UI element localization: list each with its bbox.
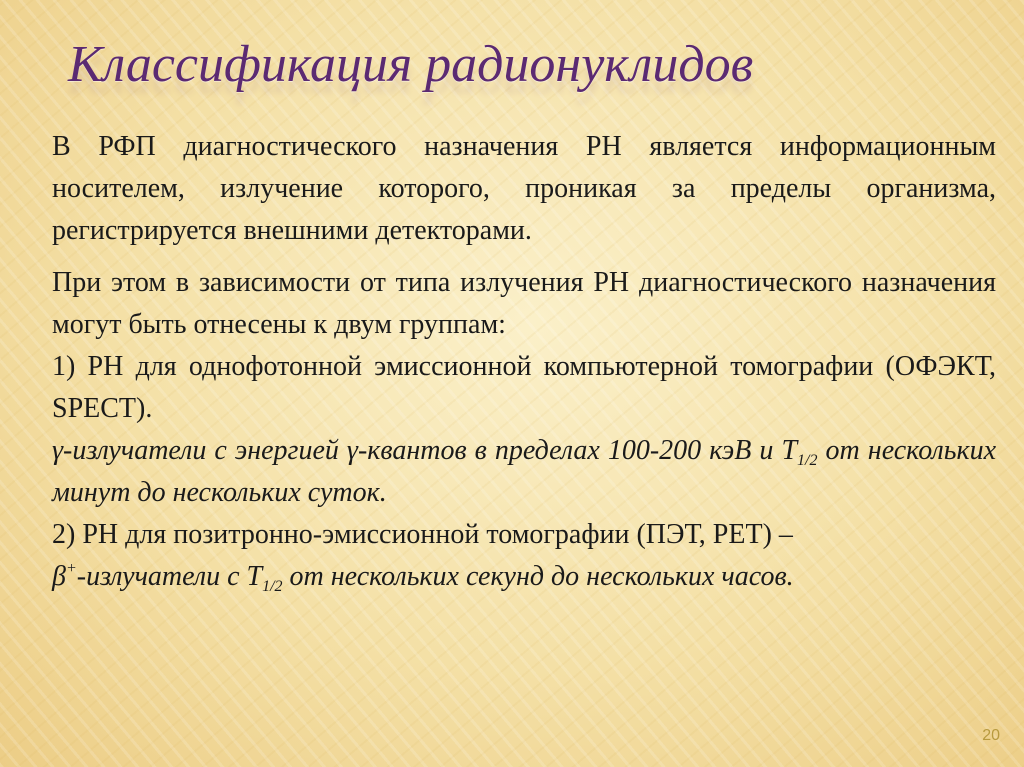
groups-paragraph	[52, 262, 996, 598]
half-life-subscript: 1/2	[797, 452, 818, 469]
beta-plus-superscript: +	[65, 560, 77, 577]
group-2-desc-tail: от нескольких секунд до нескольких часов.	[282, 561, 794, 592]
group-2-heading: 2) РН для позитронно-эмиссионной томографии (ПЭТ, PET) –	[52, 519, 793, 550]
group-2-description	[52, 556, 996, 598]
group-1-description	[52, 430, 996, 514]
group-1-heading: 1) РН для однофотонной эмиссионной компьютерной томографии (ОФЭКТ, SPECT).	[52, 351, 996, 424]
group-2-desc-text: -излучатели с Т	[76, 561, 263, 592]
beta-symbol: β	[52, 561, 66, 592]
group-1-desc-text: γ-излучатели с энергией γ-квантов в пределах 100-200 кэВ и Т	[52, 435, 798, 466]
intro-paragraph: В РФП диагностического назначения РН является информационным носителем, излучение которого, проникая за пределы организма, регистрируется внешними детекторами.	[52, 131, 996, 246]
groups-intro: При этом в зависимости от типа излучения РН диагностического назначения могут быть отнесены к двум группам:	[52, 267, 996, 340]
slide-title: Классификация радионуклидов	[68, 36, 754, 93]
half-life-subscript: 1/2	[262, 578, 283, 595]
slide-number: 20	[982, 727, 1000, 744]
slide-body	[52, 126, 996, 598]
group-1-desc-tail: от нескольких минут до нескольких суток.	[52, 435, 996, 508]
